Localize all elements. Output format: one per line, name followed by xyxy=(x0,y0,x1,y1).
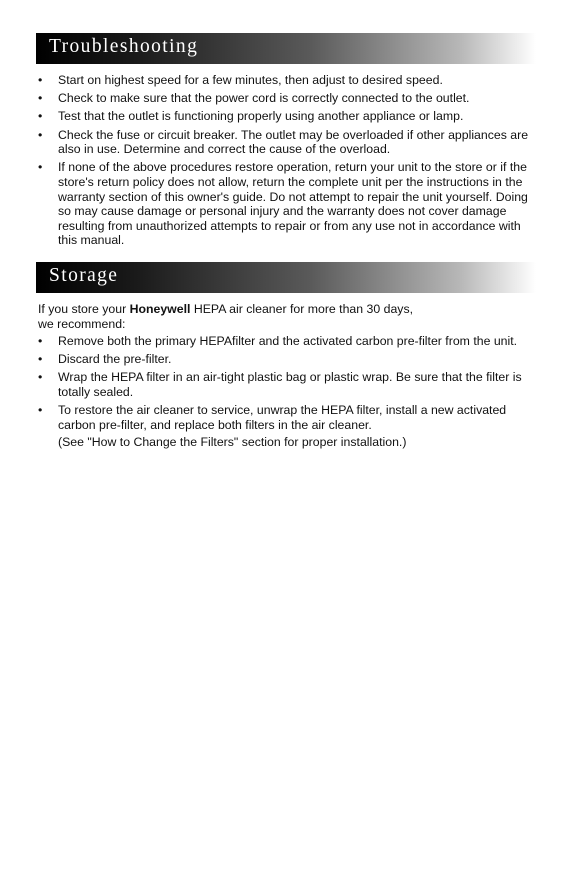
storage-intro xyxy=(38,302,534,332)
bullet-icon: • xyxy=(38,334,43,348)
list-item-text: If none of the above procedures restore operation, return your unit to the store or if the store's return policy does not allow, return the complete unit per the instructions in the warranty section of this owner's guide. Do not attempt to repair the unit yourself. Doing so may cause damage or personal injury and the warranty does not cover damage resulting from unauthorized attempts to repair or from any use not in accordance with this manual. xyxy=(58,160,528,248)
list-item xyxy=(38,352,534,367)
list-item xyxy=(38,128,534,157)
storage-intro-line2: we recommend: xyxy=(38,317,126,331)
troubleshooting-header xyxy=(36,33,536,64)
troubleshooting-title: Troubleshooting xyxy=(49,36,199,57)
list-item-text: Test that the outlet is functioning properly using another appliance or lamp. xyxy=(58,109,464,124)
bullet-icon: • xyxy=(38,91,43,106)
list-item-text: Check to make sure that the power cord is correctly connected to the outlet. xyxy=(58,91,470,106)
list-item-text: Check the fuse or circuit breaker. The outlet may be overloaded if other appliances are also in use. Determine and correct the cause of the overload. xyxy=(58,127,529,157)
list-item-text: Wrap the HEPA filter in an air-tight plastic bag or plastic wrap. Be sure that the filter is totally sealed. xyxy=(58,370,522,399)
list-item-text: To restore the air cleaner to service, unwrap the HEPA filter, install a new activated carbon pre-filter, and replace both filters in the air cleaner. xyxy=(58,403,507,432)
list-item xyxy=(38,91,534,106)
storage-note: (See "How to Change the Filters" section for proper installation.) xyxy=(58,435,407,450)
list-item-text: Start on highest speed for a few minutes, then adjust to desired speed. xyxy=(58,73,443,87)
list-item xyxy=(38,334,534,349)
bullet-icon: • xyxy=(38,352,43,367)
storage-intro-after: HEPA air cleaner for more than 30 days, xyxy=(190,302,414,316)
storage-list xyxy=(38,334,534,454)
list-item xyxy=(38,73,534,88)
list-item xyxy=(38,370,534,399)
storage-title: Storage xyxy=(49,265,119,286)
bullet-icon: • xyxy=(38,109,43,124)
storage-intro-before: If you store your xyxy=(38,302,130,316)
list-item xyxy=(38,403,534,450)
bullet-icon: • xyxy=(38,160,43,175)
brand-name: Honeywell xyxy=(129,302,191,316)
bullet-icon: • xyxy=(38,403,43,418)
storage-header xyxy=(36,262,536,293)
list-item-text: Remove both the primary HEPAfilter and the activated carbon pre-filter from the unit. xyxy=(58,334,518,348)
list-item xyxy=(38,160,534,248)
list-item xyxy=(38,109,534,124)
bullet-icon: • xyxy=(38,127,43,142)
list-item-text: Discard the pre-filter. xyxy=(58,352,172,367)
bullet-icon: • xyxy=(38,73,43,87)
bullet-icon: • xyxy=(38,370,43,385)
troubleshooting-list xyxy=(38,73,534,252)
